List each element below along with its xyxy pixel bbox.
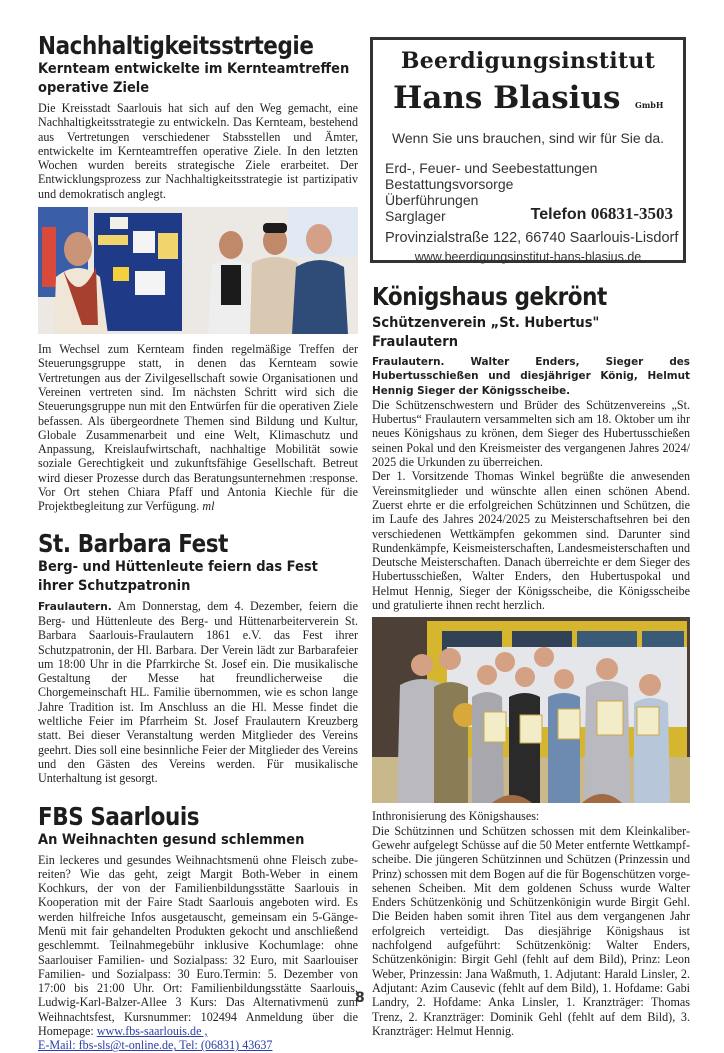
- article-barbara: [38, 530, 358, 786]
- ad-service: Erd-, Feuer- und Seebestattungen: [385, 160, 598, 176]
- ad-service: Bestattungsvorsorge: [385, 176, 514, 192]
- article-paragraph: Der 1. Vorsitzende Thomas Winkel begrüßte die anwesenden Vereinsmitglieder und wünschte allen einen schönen Abend. Zuerst ehrte er die erfolgreichen Schützinnen und Schützen, die im Laufe des Jahres 2024/2025 zu Meisterschaftsehren bei den verschiedenen Wettkämpfen gekommen sind. Darunter sind Rundenkämpfe, Keismeisterschaften, Landesmeisterschaften und Deutsche Meisterschaften. Danach überreichte er dem Sieger des Hubertusschießen, Walter Enders, den Hubertuspokal und Helmut Hennig, Sieger der Königsscheibe, die Königsscheibe und gratulierte ihnen recht herzlich.: [372, 469, 690, 613]
- article-paragraph: Die Schützinnen und Schützen schossen mit dem Kleinkaliber-Gewehr aufgelegt Schüsse auf die 50 Meter entfernte Wettkampfscheibe. Die jüngeren Schützinnen und Schützen (Prinzessin und Prinz) schossen mit dem Bogen auf die für Bogenschützen vorgesehenen Scheiben. Mit dem goldenen Schuss wurde Walter Enders Schützenkönig und Schützenkönigin wurde Birgit Gehl. Die Beiden haben somit ihren Titel aus dem vergangenen Jahr erfolgreich verteidigt. Das diesjährige Königshaus ist nachfolgend aufgeführt: Schützenkönig: Walter Enders, Schützenkönigin: Birgit Gehl (fehlt auf dem Bild), Prinz: Leon Weber, Prinzessin: Jana Waßmuth, 1. Adjutant: Harald Linsler, 2. Adjutant: Azim Causevic (fehlt auf dem Bild), 1. Hofdame: Gabi Landry, 2. Hofdame: Anka Linsler, 1. Kranzträger: Thomas Trenz, 2. Kranzträger: Dominik Gehl (fehlt auf dem Bild), 3. Kranzträger: Helmut Hennig.: [372, 823, 690, 1038]
- article-nachhaltigkeit: [38, 32, 358, 514]
- article-lead: Fraulautern.: [38, 600, 112, 613]
- koenigshaus-photo-graphic: [372, 617, 690, 803]
- article-fbs: [38, 803, 358, 1053]
- article-title: Königshaus gekrönt: [372, 282, 607, 311]
- article-koenigshaus: [372, 283, 690, 1038]
- ad-phone-label: Telefon: [530, 206, 587, 223]
- ad-service: Sarglager: [385, 208, 446, 224]
- article-subtitle: An Weihnachten gesund schlemmen: [38, 831, 305, 848]
- article-title: Nachhaltigkeitsstrtegie: [38, 31, 314, 60]
- article-paragraph: [38, 342, 358, 514]
- kernteam-photo-graphic: [38, 207, 358, 334]
- article-subtitle: Kernteam entwickelte im Kernteamtreffen operative Ziele: [38, 61, 350, 96]
- paragraph-text: Am Donnerstag, dem 4. Dezember, feiern die Berg- und Hüttenleute des Berg- und Hüttenarbeiterverein St. Barbara Saarlouis-Fraulautern 1861 e.V. das Fest ihrer Schutzpatronin, der Hl. Barbara. Der Verein lädt zur Barbarafeier um 18:00 Uhr in die Pfarrkirche St. Josef ein. Die musikalische Gestaltung der Messe hat freundlicherweise die Chorgemeinschaft HL. Familie übernommen, wie es schon lange Jahre Tradition ist. Im Anschluss an die Hl. Messe findet die weltliche Feier im Pfarrheim St. Josef Fraulautern Kreuzberg statt. Bei dieser Veranstaltung werden Mitglieder des Vereins geehrt. Dies soll eine besinnliche Feier der Mitglieder des Vereins und den Gästen des Vereins werden. Für musikalische Unterhaltung ist gesorgt.: [38, 598, 358, 786]
- left-column: [38, 32, 358, 1053]
- fbs-website-link[interactable]: www.fbs-saarlouis.de ,: [96, 1024, 208, 1039]
- article-paragraph: Die Schützenschwestern und Brüder des Schützenvereins „St. Hubertus“ Fraulautern versammelten sich am 18. Oktober um ihr neues Königshaus zu krönen, dem Sieger des Hubertusschießen seinen Pokal und den Kreismeister des vergangenen Jahres 2024/ 2025 die Urkunden zu überreichen.: [372, 397, 690, 470]
- article-title: St. Barbara Fest: [38, 528, 229, 558]
- article-paragraph: [38, 853, 358, 1053]
- page-number: 8: [355, 990, 365, 1006]
- paragraph-text: Im Wechsel zum Kernteam finden regelmäßige Treffen der Steuerungsgruppe statt, in denen das Kernteam sowie Vertretungen aus der Zivilgesellschaft sowie Organisationen und Vereinen vertreten sind. Im nächsten Schritt wird sich die Steuerungsgruppe nun mit den Entwürfen für die operativen Ziele befassen. Als übergeordnete Themen sind Bildung und Kultur, Globale Zusammenarbeit und eine Welt, Klimaschutz und Anpassung, Kreislaufwirtschaft, nachhaltige Mobilität sowie soziale Gerechtigkeit und zukunftsfähige Gesellschaft. Betreut wird dieser Prozesse durch das Beratungsunternehmen :response. Vor Ort stehen Chiara Pfaff und Antonia Kiechle für die Projektbegleitung zur Verfügung.: [38, 342, 358, 514]
- ad-title-line1: Beerdigungsinstitut: [400, 48, 656, 74]
- ad-slogan: Wenn Sie uns brauchen, sind wir für Sie da.: [391, 130, 665, 146]
- kernteam-photo: [38, 207, 358, 334]
- ad-phone: [531, 204, 673, 224]
- ad-address: Provinzialstraße 122, 66740 Saarlouis-Lisdorf: [385, 230, 679, 246]
- ad-title-line2: Hans Blasius: [393, 80, 621, 116]
- ad-service: Überführungen: [385, 192, 479, 208]
- article-title: FBS Saarlouis: [38, 801, 200, 831]
- koenigshaus-photo: [372, 617, 690, 803]
- ad-phone-number: 06831-3503: [590, 204, 673, 223]
- article-paragraph: [38, 599, 358, 786]
- article-subtitle: Schützenverein „St. Hubertus" Fraulautern: [372, 315, 600, 350]
- article-subtitle: Berg- und Hüttenleute feiern das Fest ihrer Schutzpatronin: [38, 558, 318, 594]
- paragraph-text: Ein leckeres und gesundes Weihnachtsmenü ohne Fleisch zubereiten? Wie das geht, zeigt Margit Both-Weber in einem Kochkurs, der von der Familienbildungsstätte Saarlouis in Kooperation mit der Faire Stadt Saarlouis angeboten wird. Es werden hilfreiche Infos ausgetauscht, gemeinsam ein 5-Gänge-Menü mit fair gehandelten Produkten gekocht und anschließend geschlemmt. Teilnahmegebühr inklusive Kochumlage: ohne Saarlouiser Familien- und Sozialpass: 32 Euro, mit Saarlouiser Familien- und Sozialpass: 30 Euro.Termin: 5. Dezember von 17:00 bis 21:00 Uhr. Ort: Familienbildungsstätte Saarlouis, Ludwig-Karl-Balzer-Allee 3 Kurs: Das Alternativmenü zum Weihnachtsfest, Kursnummer: 102494 Anmeldung über die Homepage:: [38, 852, 358, 1039]
- article-lead: Fraulautern. Walter Enders, Sieger des Hubertusschießen und diesjähriger König, Helmut Hennig Sieger der Königsscheibe.: [372, 356, 690, 397]
- author-initials: ml: [202, 499, 215, 514]
- article-paragraph-heading: Inthronisierung des Königshauses:: [372, 809, 540, 824]
- funeral-home-ad: [370, 37, 686, 263]
- fbs-contact-link[interactable]: E-Mail: fbs-sls@t-online.de, Tel: (06831) 43637: [38, 1038, 273, 1053]
- ad-company-suffix: GmbH: [635, 100, 664, 110]
- article-paragraph: Die Kreisstadt Saarlouis hat sich auf den Weg gemacht, eine Nachhaltigkeitsstrategie zu entwickeln. Das Kernteam, bestehend aus Vertretungen verschiedener Stabsstellen und Ämter, entwickelte im Kernteamtreffen operative Ziele. In den letzten Wochen wurden bereits strategische Ziele erarbeitet. Der Entwicklungsprozess zur Nachhaltigkeitsstrategie ist partizipativ und demokratisch anglegt.: [38, 101, 358, 201]
- ad-website: www.beerdigungsinstitut-hans-blasius.de: [414, 250, 642, 264]
